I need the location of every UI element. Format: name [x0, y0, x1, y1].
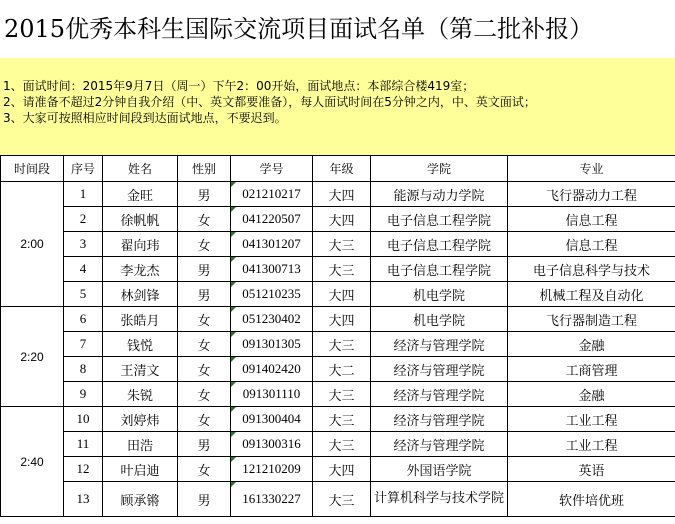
- student-grade: 大三: [313, 332, 371, 357]
- row-number: 9: [64, 382, 103, 407]
- row-number: 8: [64, 357, 103, 382]
- student-major: 信息工程: [508, 232, 675, 257]
- student-gender: 女: [178, 307, 231, 332]
- student-grade: 大三: [313, 382, 371, 407]
- student-grade: 大四: [313, 182, 371, 207]
- table-row: [1, 207, 675, 232]
- student-college: 机电学院: [371, 307, 508, 332]
- row-number: 12: [64, 457, 103, 482]
- student-major: 电子信息科学与技术: [508, 257, 675, 282]
- student-id: 041301207: [231, 232, 313, 257]
- student-college: 计算机科学与技术学院: [371, 482, 508, 517]
- student-college: 经济与管理学院: [371, 357, 508, 382]
- student-gender: 女: [178, 357, 231, 382]
- student-id: 091300404: [231, 407, 313, 432]
- row-number: 13: [64, 482, 103, 517]
- text-number-marker: [231, 257, 236, 262]
- student-college: 外国语学院: [371, 457, 508, 482]
- student-gender: 女: [178, 457, 231, 482]
- student-gender: 女: [178, 207, 231, 232]
- student-gender: 男: [178, 257, 231, 282]
- student-id: 041300713: [231, 257, 313, 282]
- student-college: 经济与管理学院: [371, 432, 508, 457]
- note-line: 2、请准备不超过2分钟自我介绍（中、英文都要准备），每人面试时间在5分钟之内，中、英文面试；: [3, 95, 536, 109]
- page-title: 2015优秀本科生国际交流项目面试名单（第二批补报）: [4, 15, 594, 43]
- student-college: 经济与管理学院: [371, 332, 508, 357]
- student-major: 工业工程: [508, 407, 675, 432]
- student-id: 121210209: [231, 457, 313, 482]
- student-major: 飞行器动力工程: [508, 182, 675, 207]
- student-name: 金旺: [103, 182, 178, 207]
- student-major: 信息工程: [508, 207, 675, 232]
- student-major: 工商管理: [508, 357, 675, 382]
- header-grade: 年级: [313, 156, 371, 182]
- student-major: 英语: [508, 457, 675, 482]
- row-number: 1: [64, 182, 103, 207]
- time-slot-cell: 2:00: [1, 182, 64, 307]
- student-name: 张皓月: [103, 307, 178, 332]
- student-name: 田浩: [103, 432, 178, 457]
- instructions-box: [0, 58, 675, 155]
- student-major: 飞行器制造工程: [508, 307, 675, 332]
- header-number: 序号: [64, 156, 103, 182]
- text-number-marker: [231, 207, 236, 212]
- student-id: 021210217: [231, 182, 313, 207]
- student-id: 091402420: [231, 357, 313, 382]
- student-grade: 大四: [313, 282, 371, 307]
- student-id: 041220507: [231, 207, 313, 232]
- student-id: 051210235: [231, 282, 313, 307]
- student-gender: 女: [178, 407, 231, 432]
- header-time-slot: 时间段: [1, 156, 64, 182]
- row-number: 4: [64, 257, 103, 282]
- student-grade: 大三: [313, 482, 371, 517]
- header-student-id: 学号: [231, 156, 313, 182]
- header-college: 学院: [371, 156, 508, 182]
- text-number-marker: [231, 432, 236, 437]
- student-gender: 女: [178, 332, 231, 357]
- table-row: [1, 432, 675, 457]
- table-row: [1, 182, 675, 207]
- student-major: 金融: [508, 332, 675, 357]
- student-major: 机械工程及自动化: [508, 282, 675, 307]
- text-number-marker: [231, 357, 236, 362]
- student-grade: 大三: [313, 232, 371, 257]
- student-grade: 大三: [313, 432, 371, 457]
- student-name: 顾承锵: [103, 482, 178, 517]
- student-name: 刘婷炜: [103, 407, 178, 432]
- student-gender: 男: [178, 432, 231, 457]
- table-row: [1, 457, 675, 482]
- row-number: 11: [64, 432, 103, 457]
- student-college: 电子信息工程学院: [371, 232, 508, 257]
- student-id: 091301110: [231, 382, 313, 407]
- text-number-marker: [231, 332, 236, 337]
- note-line: 3、大家可按照相应时间段到达面试地点，不要迟到。: [3, 111, 287, 125]
- student-name: 徐帆帆: [103, 207, 178, 232]
- text-number-marker: [231, 232, 236, 237]
- text-number-marker: [231, 407, 236, 412]
- time-slot-cell: 2:40: [1, 407, 64, 517]
- student-major: 软件培优班: [508, 482, 675, 517]
- student-gender: 女: [178, 382, 231, 407]
- table-row: [1, 382, 675, 407]
- student-id: 161330227: [231, 482, 313, 517]
- student-name: 林剑锋: [103, 282, 178, 307]
- student-college: 电子信息工程学院: [371, 207, 508, 232]
- table-row: [1, 407, 675, 432]
- student-name: 叶启迪: [103, 457, 178, 482]
- header-gender: 性别: [178, 156, 231, 182]
- text-number-marker: [231, 382, 236, 387]
- table-row: [1, 307, 675, 332]
- row-number: 10: [64, 407, 103, 432]
- student-gender: 男: [178, 482, 231, 517]
- student-gender: 女: [178, 232, 231, 257]
- table-row: [1, 357, 675, 382]
- student-grade: 大二: [313, 357, 371, 382]
- student-gender: 男: [178, 182, 231, 207]
- row-number: 6: [64, 307, 103, 332]
- table-row: [1, 282, 675, 307]
- student-name: 翟向玮: [103, 232, 178, 257]
- student-id: 091301305: [231, 332, 313, 357]
- text-number-marker: [231, 307, 236, 312]
- row-number: 3: [64, 232, 103, 257]
- text-number-marker: [231, 182, 236, 187]
- student-name: 王清文: [103, 357, 178, 382]
- text-number-marker: [231, 482, 236, 487]
- table-row: [1, 332, 675, 357]
- text-number-marker: [231, 282, 236, 287]
- table-row: [1, 232, 675, 257]
- interview-list-table: [0, 155, 675, 517]
- table-header-row: [1, 156, 675, 182]
- header-name: 姓名: [103, 156, 178, 182]
- student-name: 李龙杰: [103, 257, 178, 282]
- note-line: 1、面试时间：2015年9月7日（周一）下午2：00开始，面试地点：本部综合楼419室；: [3, 79, 475, 93]
- student-major: 金融: [508, 382, 675, 407]
- student-major: 工业工程: [508, 432, 675, 457]
- student-grade: 大四: [313, 207, 371, 232]
- student-name: 朱锐: [103, 382, 178, 407]
- student-college: 电子信息工程学院: [371, 257, 508, 282]
- table-row: [1, 482, 675, 517]
- row-number: 7: [64, 332, 103, 357]
- student-id: 091300316: [231, 432, 313, 457]
- table-row: [1, 257, 675, 282]
- student-grade: 大四: [313, 307, 371, 332]
- student-college: 能源与动力学院: [371, 182, 508, 207]
- student-name: 钱悦: [103, 332, 178, 357]
- time-slot-cell: 2:20: [1, 307, 64, 407]
- student-college: 经济与管理学院: [371, 382, 508, 407]
- student-college: 经济与管理学院: [371, 407, 508, 432]
- row-number: 2: [64, 207, 103, 232]
- row-number: 5: [64, 282, 103, 307]
- student-gender: 男: [178, 282, 231, 307]
- student-grade: 大三: [313, 407, 371, 432]
- text-number-marker: [231, 457, 236, 462]
- student-grade: 大四: [313, 457, 371, 482]
- student-id: 051230402: [231, 307, 313, 332]
- student-college: 机电学院: [371, 282, 508, 307]
- header-major: 专业: [508, 156, 675, 182]
- student-grade: 大三: [313, 257, 371, 282]
